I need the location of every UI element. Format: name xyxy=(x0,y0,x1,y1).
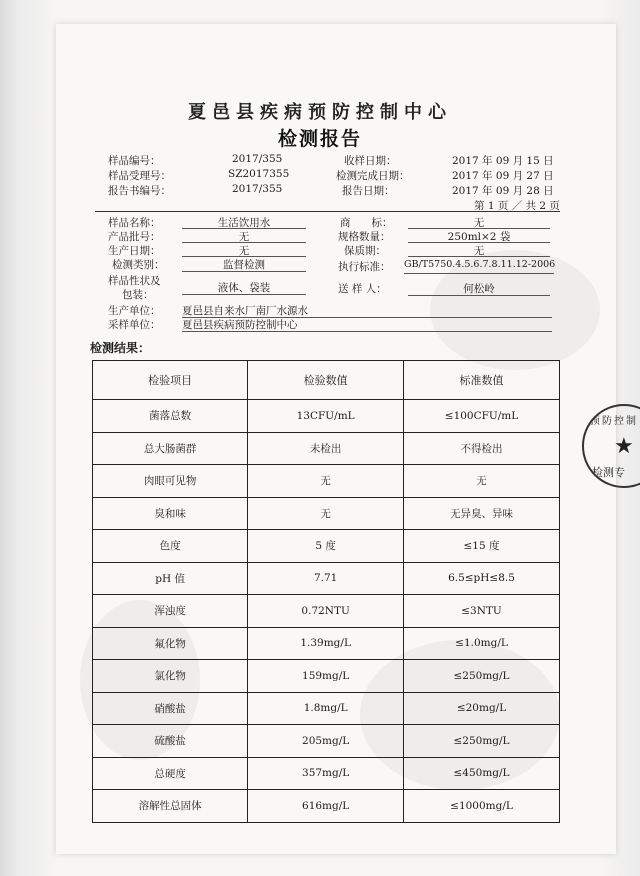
test-item: 肉眼可见物 xyxy=(93,465,248,498)
standard-value: ≤15 度 xyxy=(404,530,560,563)
sample-no-label: 样品编号： xyxy=(108,155,161,167)
test-item: 浑浊度 xyxy=(93,595,248,628)
column-header: 检验项目 xyxy=(93,361,248,400)
test-value: 7.71 xyxy=(248,562,404,595)
table-header-row xyxy=(93,361,560,400)
completed-date: 2017 年 09 月 27 日 xyxy=(452,170,554,182)
accept-no: SZ2017355 xyxy=(228,168,290,180)
type-value: 监督检测 xyxy=(223,259,265,271)
table-row xyxy=(93,692,560,725)
spec-value: 250ml×2 袋 xyxy=(447,231,511,243)
standard-value: ≤450mg/L xyxy=(404,757,560,790)
standard-label: 执行标准： xyxy=(338,261,391,273)
type-label: 检测类别： xyxy=(112,259,165,271)
prod-date-label: 生产日期： xyxy=(108,245,161,257)
results-section-label: 检测结果： xyxy=(90,341,151,355)
table-row xyxy=(93,660,560,693)
sample-no: 2017/355 xyxy=(232,153,283,165)
seal-top-text: 预防控制 xyxy=(590,416,638,427)
state-label-2: 包装： xyxy=(122,289,154,301)
underline xyxy=(182,271,306,272)
test-value: 1.39mg/L xyxy=(248,627,404,660)
test-item: 硝酸盐 xyxy=(93,692,248,725)
standard-value: 无 xyxy=(404,465,560,498)
received-date: 2017 年 09 月 15 日 xyxy=(452,155,554,167)
sender-label: 送 样 人： xyxy=(338,283,387,295)
producer-value: 夏邑县自来水厂南厂水源水 xyxy=(182,305,308,317)
spec-label: 规格数量： xyxy=(338,231,391,243)
sample-name: 生活饮用水 xyxy=(217,217,271,229)
table-row xyxy=(93,465,560,498)
test-item: 氯化物 xyxy=(93,660,248,693)
brand-value: 无 xyxy=(473,217,485,229)
test-item: 总硬度 xyxy=(93,757,248,790)
report-no: 2017/355 xyxy=(232,183,283,195)
underline xyxy=(404,273,554,274)
batch-value: 无 xyxy=(238,231,250,243)
test-value: 无 xyxy=(248,465,404,498)
underline xyxy=(182,294,306,295)
page-indicator: 第 1 页 ／ 共 2 页 xyxy=(474,200,560,212)
test-item: 硫酸盐 xyxy=(93,725,248,758)
underline xyxy=(408,256,550,257)
completed-label: 检测完成日期： xyxy=(336,170,410,182)
report-title: 检测报告 xyxy=(277,128,362,150)
table-row xyxy=(93,530,560,563)
standard-value: GB/T5750.4.5.6.7.8.11.12-2006 xyxy=(404,259,556,270)
report-date-label: 报告日期： xyxy=(342,185,395,197)
producer-label: 生产单位： xyxy=(108,305,161,317)
organization-name: 夏邑县疾病预防控制中心 xyxy=(188,102,452,123)
standard-value: ≤1.0mg/L xyxy=(404,627,560,660)
test-value: 5 度 xyxy=(248,530,404,563)
test-value: 205mg/L xyxy=(248,725,404,758)
brand-label: 商 标： xyxy=(340,217,393,229)
shelf-label: 保质期： xyxy=(344,245,386,257)
test-value: 13CFU/mL xyxy=(248,400,404,433)
state-value: 液体、袋装 xyxy=(217,282,271,294)
test-value: 1.8mg/L xyxy=(248,692,404,725)
underline xyxy=(408,295,550,296)
table-row xyxy=(93,400,560,433)
table-row xyxy=(93,432,560,465)
test-value: 159mg/L xyxy=(248,660,404,693)
table-row xyxy=(93,562,560,595)
underline xyxy=(182,331,552,332)
test-item: 臭和味 xyxy=(93,497,248,530)
accept-no-label: 样品受理号： xyxy=(108,170,171,182)
batch-label: 产品批号： xyxy=(108,231,161,243)
standard-value: ≤1000mg/L xyxy=(404,790,560,823)
received-label: 收样日期： xyxy=(344,155,397,167)
standard-value: ≤3NTU xyxy=(404,595,560,628)
test-value: 未检出 xyxy=(248,432,404,465)
test-item: 色度 xyxy=(93,530,248,563)
test-item: 总大肠菌群 xyxy=(93,432,248,465)
seal-bottom-text: 检测专 xyxy=(592,466,625,479)
report-no-label: 报告书编号： xyxy=(108,185,171,197)
column-header: 检验数值 xyxy=(248,361,404,400)
test-item: 溶解性总固体 xyxy=(93,790,248,823)
standard-value: 不得检出 xyxy=(404,432,560,465)
standard-value: 无异臭、异味 xyxy=(404,497,560,530)
standard-value: ≤250mg/L xyxy=(404,660,560,693)
standard-value: 6.5≤pH≤8.5 xyxy=(404,562,560,595)
test-item: 菌落总数 xyxy=(93,400,248,433)
table-row xyxy=(93,595,560,628)
test-item: pH 值 xyxy=(93,562,248,595)
test-value: 无 xyxy=(248,497,404,530)
name-label: 样品名称： xyxy=(108,217,161,229)
star-icon: ★ xyxy=(614,434,634,459)
standard-value: ≤100CFU/mL xyxy=(404,400,560,433)
state-label-1: 样品性状及 xyxy=(108,275,161,287)
table-row xyxy=(93,627,560,660)
column-header: 标准数值 xyxy=(404,361,560,400)
standard-value: ≤250mg/L xyxy=(404,725,560,758)
sender-value: 何松岭 xyxy=(463,283,495,295)
standard-value: ≤20mg/L xyxy=(404,692,560,725)
table-row xyxy=(93,725,560,758)
prod-date-value: 无 xyxy=(238,245,250,257)
test-value: 0.72NTU xyxy=(248,595,404,628)
divider xyxy=(95,211,560,212)
table-row xyxy=(93,790,560,823)
test-item: 氟化物 xyxy=(93,627,248,660)
test-value: 357mg/L xyxy=(248,757,404,790)
report-date: 2017 年 09 月 28 日 xyxy=(452,185,554,197)
test-value: 616mg/L xyxy=(248,790,404,823)
table-row xyxy=(93,757,560,790)
shelf-value: 无 xyxy=(473,245,485,257)
table-row xyxy=(93,497,560,530)
sampler-value: 夏邑县疾病预防控制中心 xyxy=(182,319,298,331)
results-table xyxy=(92,360,560,823)
sampler-label: 采样单位： xyxy=(108,319,161,331)
